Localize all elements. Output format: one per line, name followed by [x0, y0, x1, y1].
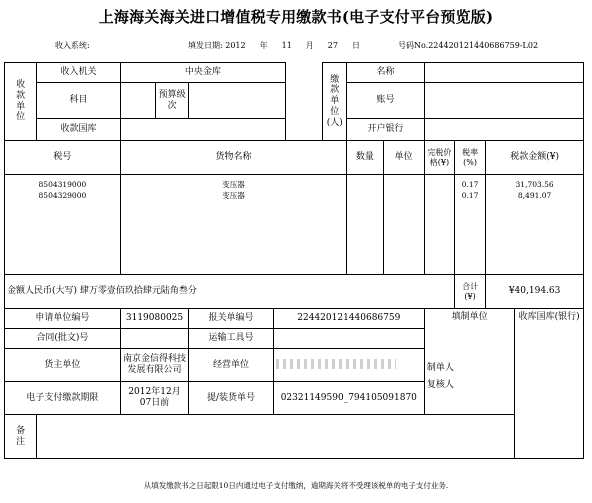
quantity-cell: [347, 175, 383, 275]
applicant-code-value: 3119080025: [120, 309, 188, 329]
applicant-code-label: 申请单位编号: [5, 309, 121, 329]
treasury-value: [120, 119, 285, 141]
document-number-value: 224420121440686759-L02: [428, 41, 539, 50]
tax-amount-row-1: 31,703.56: [515, 180, 554, 189]
amount-in-words: [5, 275, 455, 309]
redacted-text: [276, 359, 396, 369]
treasury-bank-label: 收库国库(银行): [515, 309, 584, 459]
bill-label: 提/装货单号: [189, 382, 274, 415]
reviewer-label: 复核人: [426, 380, 454, 390]
budget-level-label: 预算级次: [156, 83, 189, 119]
tax-rate-row-1: 0.17: [461, 180, 479, 189]
filler-label: 填制单位: [451, 312, 488, 322]
document-title: 上海海关海关进口增值税专用缴款书(电子支付平台预览版): [98, 8, 494, 26]
payment-form-table: [4, 62, 584, 459]
fill-date-month-unit: 月: [305, 41, 314, 50]
col-tax-rate: 税率(%): [455, 141, 486, 175]
treasury-label: 收款国库: [37, 119, 121, 141]
tax-amount-row-2: 8,491.07: [517, 191, 552, 200]
col-unit: 单位: [383, 141, 424, 175]
goods-name-cell: [120, 175, 347, 275]
declaration-no-label: 报关单编号: [189, 309, 274, 329]
footer-note: 从填发缴款书之日起限10日内通过电子支付缴纳，逾期海关将不受理该税单的电子支付业务.: [143, 481, 449, 490]
unit-cell: [383, 175, 424, 275]
total-value: ¥40,194.63: [486, 275, 584, 309]
fill-date: [188, 40, 360, 51]
fill-date-year: 2012: [225, 41, 246, 50]
owner-value: 南京金信得科技发展有限公司: [120, 349, 188, 382]
fill-date-day: 27: [327, 41, 338, 50]
tax-amount-cell: [486, 175, 584, 275]
operator-label: 经营单位: [189, 349, 274, 382]
payer-account-value: [424, 83, 583, 119]
payer-account-label: 账号: [347, 83, 425, 119]
payee-side-label: 收 款 单 位: [5, 63, 37, 141]
remarks-value: [37, 415, 515, 459]
fill-date-year-unit: 年: [259, 41, 268, 50]
deadline-label: 电子支付缴款期限: [5, 382, 121, 415]
goods-name-row-1: 变压器: [222, 180, 245, 189]
tax-code-row-1: 8504319000: [38, 180, 87, 189]
subject-label: 科目: [37, 83, 121, 119]
col-quantity: 数量: [347, 141, 383, 175]
col-tax-code: 税号: [5, 141, 121, 175]
payer-name-label: 名称: [347, 63, 425, 83]
payer-bank-label: 开户银行: [347, 119, 425, 141]
total-label: 合计(¥): [455, 275, 486, 309]
tax-code-cell: [5, 175, 121, 275]
operator-value: [273, 349, 424, 382]
payer-name-value: [424, 63, 583, 83]
declaration-no-value: 224420121440686759: [273, 309, 424, 329]
agency-label: 收入机关: [37, 63, 121, 83]
col-tax-amount: 税款金额(¥): [486, 141, 584, 175]
tax-rate-cell: [455, 175, 486, 275]
col-dutiable-price: 完税价格(¥): [424, 141, 454, 175]
transport-value: [273, 329, 424, 349]
fill-date-day-unit: 日: [351, 41, 360, 50]
dutiable-price-cell: [424, 175, 454, 275]
receiving-system-label: 收入系统:: [55, 41, 90, 50]
goods-name-row-2: 变压器: [222, 191, 245, 200]
contract-value: [120, 329, 188, 349]
payer-bank-value: [424, 119, 583, 141]
contract-label: 合同(批文)号: [5, 329, 121, 349]
col-goods-name: 货物名称: [120, 141, 347, 175]
fill-date-month: 11: [281, 41, 292, 50]
preparer-label: 制单人: [426, 363, 454, 373]
deadline-value: 2012年12月07日前: [120, 382, 188, 415]
remarks-label: 备 注: [5, 415, 37, 459]
tax-rate-row-2: 0.17: [461, 191, 479, 200]
bill-value: 02321149590_794105091870: [273, 382, 424, 415]
transport-label: 运输工具号: [189, 329, 274, 349]
document-number: [398, 40, 538, 51]
payer-side-label: 缴 款 单 位 (人): [323, 63, 347, 141]
tax-code-row-2: 8504329000: [38, 191, 87, 200]
owner-label: 货主单位: [5, 349, 121, 382]
filler-cell: [424, 309, 515, 415]
amount-words-value: 肆万零壹佰玖拾肆元陆角叁分: [79, 286, 197, 297]
fill-date-label: 填发日期:: [188, 41, 223, 50]
agency-value: 中央金库: [120, 63, 285, 83]
document-number-label: 号码No.: [398, 41, 429, 50]
budget-level-value: [189, 83, 286, 119]
amount-words-label: 金额人民币(大写): [7, 286, 78, 297]
